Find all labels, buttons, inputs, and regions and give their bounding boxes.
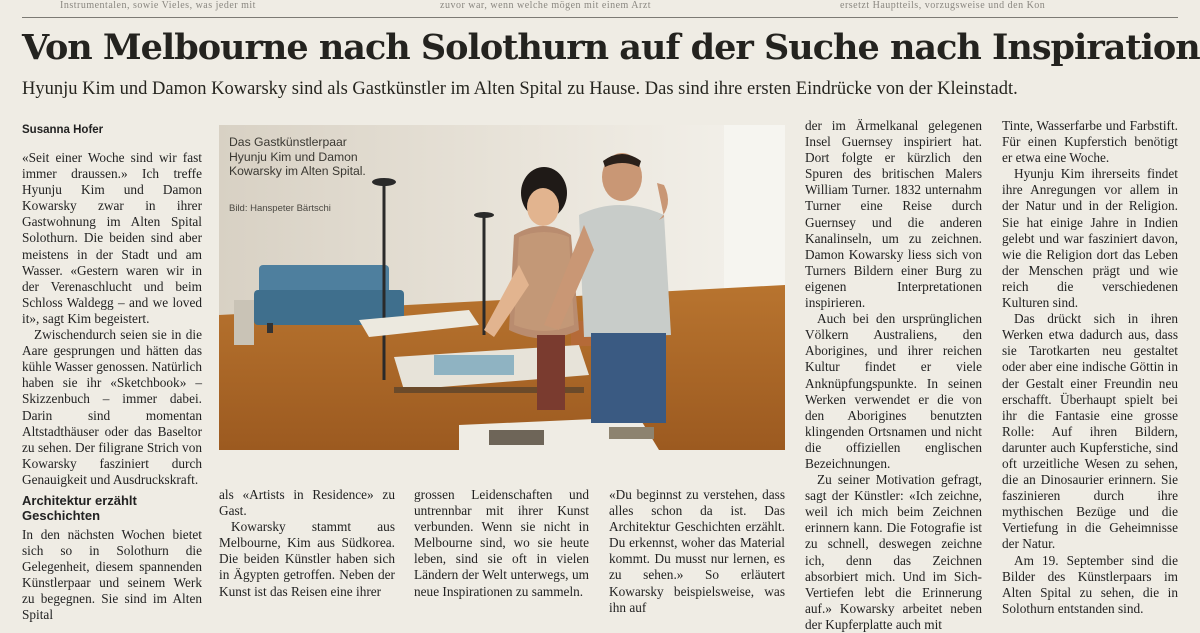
section-subhead: Architektur erzählt Geschichten [22,492,137,523]
photo-credit: Bild: Hanspeter Bärtschi [229,203,331,214]
paragraph: In den nächsten Wochen bietet sich so in Solothurn die Gelegenheit, diesem spannenden Künstlerpaar und seinem Werk zu begegnen. Sie sind im Alten Spital [22,526,202,623]
paragraph: der im Ärmelkanal gelegenen Insel Guernsey inspiriert hat. Dort folgte er kürzlich den Spuren des britischen Malers William Turner. 1832 unternahm Turner eine Reise durch Guernsey und die anderen Kanalinseln, um zu zeichnen. Damon Kowarsky liess sich von Turners Bildern einer Burg zu eigenen Interpretationen inspirieren. [805,118,982,311]
paragraph: Zu seiner Motivation gefragt, sagt der Künstler: «Ich zeichne, weil ich mich beim Zeichnen erinnern kann. Die Fotografie ist zu schnell, deswegen zeichne ich, denn das Zeichnen absorbiert mich. Und im Sich-Vertiefen lebt die Erinnerung auf.» Kowarsky arbeitet neben der Kupferplatte auch mit [805,472,982,632]
bleed-text-mid: zuvor war, wenn welche mögen mit einem Arzt [440,0,652,11]
bleed-text-left: Instrumentalen, sowie Vieles, was jeder mit [60,0,256,11]
paragraph: Zwischendurch seien sie in die Aare gesprungen und hätten das kühle Wasser genossen. Natürlich haben sie ihr «Sketchbook» – Skizzenbuch – immer dabei. Darin sind momentan Altstadthäuser oder das Baseltor zu sehen. Der filigrane Strich von Kowarsky fasziniert durch Genauigkeit und Ausdruckskraft. [22,327,202,487]
article-headline: Von Melbourne nach Solothurn auf der Suche nach Inspiration [22,27,1200,68]
text-column-3 [414,487,589,600]
top-rule [22,17,1178,18]
paragraph: Tinte, Wasserfarbe und Farbstift. Für einen Kupferstich benötigt er etwa eine Woche. [1002,118,1178,166]
paragraph: Kowarsky stammt aus Melbourne, Kim aus Südkorea. Die beiden Künstler haben sich in Ägypten getroffen. Neben der Kunst ist das Reisen eine ihrer [219,519,395,599]
article-author: Susanna Hofer [22,124,104,136]
text-column-6 [1002,118,1178,617]
paragraph: Am 19. September sind die Bilder des Künstlerpaars im Alten Spital zu sehen, die in Solothurn entstanden sind. [1002,552,1178,616]
paragraph: als «Artists in Residence» zu Gast. [219,487,395,519]
text-column-5 [805,118,982,633]
paragraph: «Du beginnst zu verstehen, dass alles schon da ist. Das Architektur Geschichten erzählt. Du erkennst, woher das Material kommt. Du musst nur lernen, es zu sehen.» So erläutert Kowarsky beispielsweise, was ihn auf [609,487,785,615]
text-column-2 [219,487,395,600]
article-photo [219,125,785,450]
previous-article-bleed [0,0,1200,18]
paragraph: «Seit einer Woche sind wir fast immer draussen.» Ich treffe Hyunju Kim und Damon Kowarsky zwar in ihrer Gastwohnung im Alten Spital Solothurn. Die beiden sind aber meistens in der Stadt und am Wasser. «Gestern waren wir in der Verenaschlucht und beim Schloss Waldegg – and we loved it», sagt Kim begeistert. [22,150,202,326]
bleed-text-right: ersetzt Hauptteils, vorzugsweise und den Kon [840,0,1046,11]
text-column-4 [609,487,785,616]
article-subtitle: Hyunju Kim und Damon Kowarsky sind als Gastkünstler im Alten Spital zu Hause. Das sind ihre ersten Eindrücke von der Kleinstadt. [22,79,1018,99]
text-column-1 [22,150,202,624]
photo-caption: Das Gastkünstlerpaar Hyunju Kim und Damon Kowarsky im Alten Spital. [229,135,366,178]
paragraph: Das drückt sich in ihren Werken etwa dadurch aus, dass sie Tarotkarten neu gestaltet oder aber eine indische Göttin in der Gestalt einer Freundin neu erschafft. Überhaupt spielt bei ihr die Fantasie eine grosse Rolle: Auf ihren Bildern, darunter auch Kupferstiche, sind oft urzeitliche Wesen zu sehen, die an Dinosaurier erinnern. Sie faszinieren durch ihre mythischen Bezüge und die Vertiefung in die Geheimnisse der Natur. [1002,311,1178,552]
paragraph: grossen Leidenschaften und untrennbar mit ihrer Kunst verbunden. Wenn sie nicht in Melbourne sind, wo sie heute leben, sind sie oft in vielen Ländern der Welt unterwegs, um neue Inspirationen zu sammeln. [414,487,589,599]
paragraph: Hyunju Kim ihrerseits findet ihre Anregungen vor allem in der Natur und in der Religion. Sie hat einige Jahre in Indien gelebt und war fasziniert davon, wie die Religion dort das Leben der Menschen prägt und wie reich die verschiedenen Kulturen sind. [1002,166,1178,311]
paragraph: Auch bei den ursprünglichen Völkern Australiens, den Aborigines, und ihrer reichen Kultur findet er viele Anknüpfungspunkte. In seinen Werken verwendet er die von den Aborigines benutzten klingenden Ortsnamen und nicht die offiziellen englischen Bezeichnungen. [805,311,982,471]
